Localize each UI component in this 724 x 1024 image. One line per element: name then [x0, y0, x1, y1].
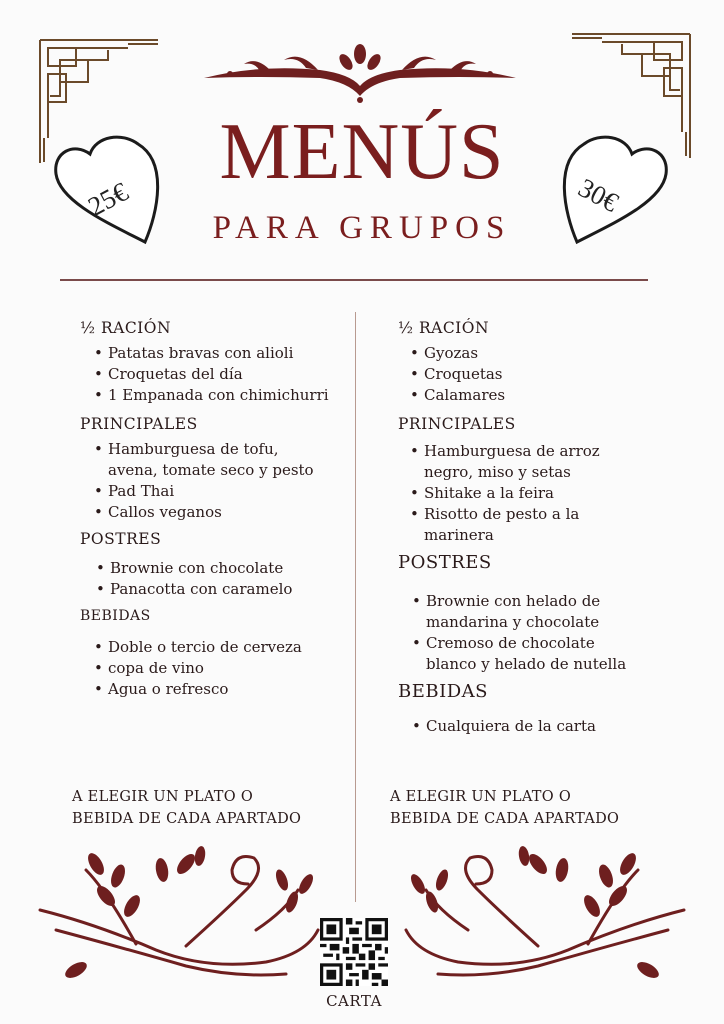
section-items [94, 343, 330, 406]
price-right: 30€ [573, 172, 624, 218]
section-title: POSTRES [80, 530, 162, 548]
menu-25-note: A ELEGIR UN PLATO O BEBIDA DE CADA APARTADO [72, 789, 302, 827]
section-title: PRINCIPALES [398, 415, 516, 433]
section-title: POSTRES [398, 552, 492, 573]
menu-25-column [80, 318, 330, 706]
qr-label: CARTA [326, 992, 382, 1010]
price-heart-right [552, 132, 672, 250]
section-items [94, 439, 330, 523]
list-item: • Agua o refresco [94, 679, 330, 700]
section-title: BEBIDAS [398, 681, 488, 702]
price-left: 25€ [83, 176, 133, 222]
list-item: • Cualquiera de la carta [412, 716, 643, 737]
bottom-left-flourish [36, 850, 326, 990]
list-item: • Risotto de pesto a la marinera [410, 504, 643, 546]
section-items [412, 716, 643, 737]
section-items [412, 591, 643, 675]
list-item: • Patatas bravas con alioli [94, 343, 330, 364]
menu-30-note: A ELEGIR UN PLATO O BEBIDA DE CADA APARTADO [390, 789, 620, 827]
qr-code-icon[interactable] [320, 918, 388, 986]
menu-30-column [398, 318, 643, 743]
list-item: • Panacotta con caramelo [96, 579, 330, 600]
section-items [410, 441, 643, 546]
list-item: • Brownie con chocolate [96, 558, 330, 579]
top-ornament [200, 40, 520, 106]
section-title: PRINCIPALES [80, 415, 198, 433]
list-item: • Doble o tercio de cerveza [94, 637, 330, 658]
list-item: • Croquetas del día [94, 364, 330, 385]
section-title: ½ RACIÓN [80, 319, 172, 337]
bottom-right-flourish [398, 850, 688, 990]
header-divider [60, 279, 648, 281]
list-item: • Hamburguesa de arroz negro, miso y setas [410, 441, 643, 483]
list-item: • Brownie con helado de mandarina y chocolate [412, 591, 643, 633]
list-item: • Shitake a la feira [410, 483, 643, 504]
section-items [94, 637, 330, 700]
list-item: • Callos veganos [94, 502, 330, 523]
section-title: BEBIDAS [80, 608, 151, 624]
list-item: • Pad Thai [94, 481, 330, 502]
column-divider [355, 312, 356, 902]
section-items [410, 343, 643, 406]
section-title: ½ RACIÓN [398, 319, 490, 337]
list-item: • Gyozas [410, 343, 643, 364]
list-item: • 1 Empanada con chimichurri [94, 385, 330, 406]
list-item: • copa de vino [94, 658, 330, 679]
list-item: • Calamares [410, 385, 643, 406]
list-item: • Croquetas [410, 364, 643, 385]
page-title: MENÚS [219, 108, 505, 196]
list-item: • Cremoso de chocolate blanco y helado de nutella [412, 633, 643, 675]
section-items [96, 558, 330, 600]
page-subtitle: PARA GRUPOS [212, 210, 512, 246]
price-heart-left [50, 132, 170, 250]
list-item: • Hamburguesa de tofu, avena, tomate seco y pesto [94, 439, 330, 481]
